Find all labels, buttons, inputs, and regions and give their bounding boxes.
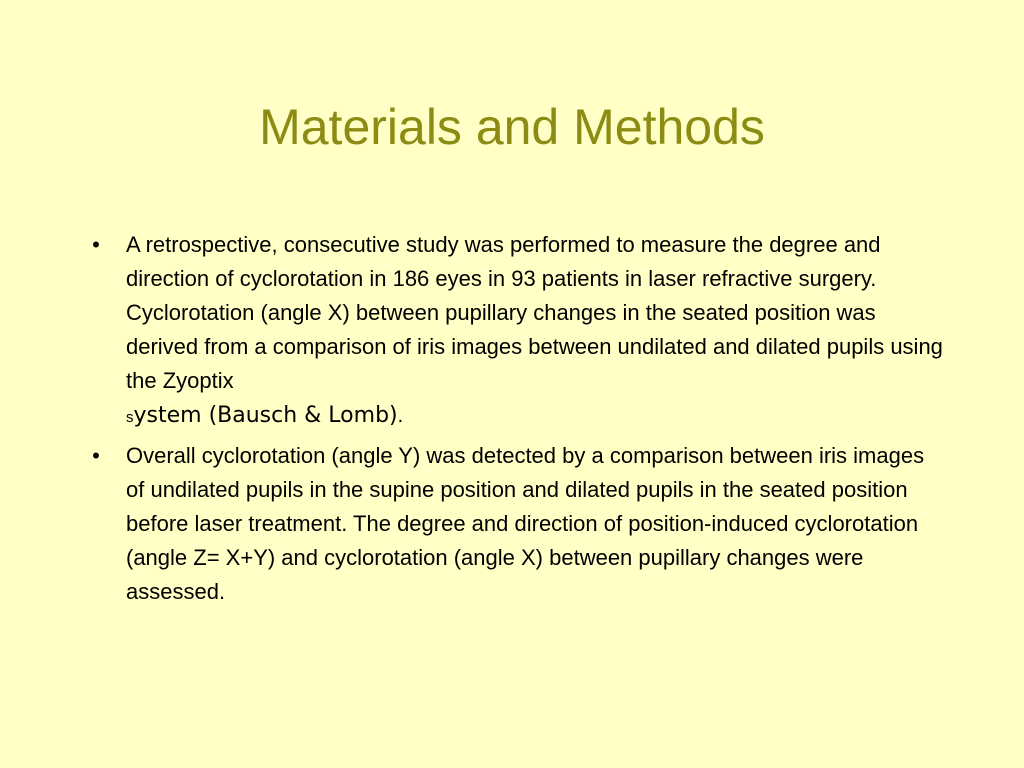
- bullet-icon: •: [92, 232, 100, 257]
- bullet-text: Overall cyclorotation (angle Y) was detected by a comparison between iris images of undilated pupils in the supine position and dilated pupils in the seated position before laser treatment. The degree and direction of position-induced cyclorotation (angle Z= X+Y) and cyclorotation (angle X) between pupillary changes were assessed.: [126, 443, 925, 604]
- bullet-item: [86, 228, 946, 435]
- slide-title: Materials and Methods: [259, 99, 765, 155]
- bullet-text-system: ystem (Bausch & Lomb): [133, 403, 398, 428]
- bullet-list: [86, 228, 946, 613]
- bullet-text-small-s: s: [126, 409, 134, 426]
- bullet-text: A retrospective, consecutive study was performed to measure the degree and direction of cyclorotation in 186 eyes in 93 patients in laser refractive surgery. Cyclorotation (angle X) between pupillary changes in the seated position was derived from a comparison of iris images between undilated and dilated pupils using the Zyoptix: [126, 232, 943, 393]
- bullet-icon: •: [92, 443, 100, 468]
- bullet-item: [86, 439, 946, 609]
- bullet-text-period: .: [397, 405, 404, 427]
